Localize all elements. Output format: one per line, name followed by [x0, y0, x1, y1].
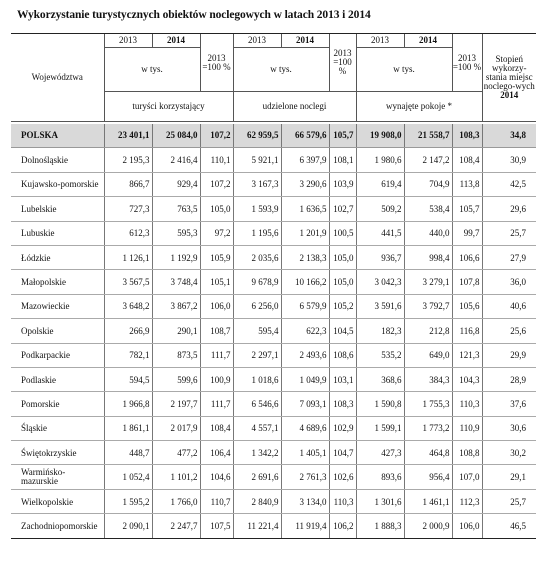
cell-value: 622,3	[281, 319, 329, 343]
cell-value: 936,7	[356, 245, 404, 269]
cell-value: 105,0	[329, 270, 356, 294]
row-name: Małopolskie	[11, 270, 104, 294]
row-name: Zachodniopomorskie	[11, 514, 104, 538]
cell-value: 104,6	[200, 465, 233, 489]
header-year-2014: 2014	[152, 34, 200, 48]
cell-value: 110,3	[452, 392, 482, 416]
cell-value: 3 748,4	[152, 270, 200, 294]
cell-value: 3 134,0	[281, 489, 329, 513]
cell-value: 368,6	[356, 367, 404, 391]
header-stopien-year: 2014	[500, 90, 519, 100]
table-row	[11, 172, 536, 196]
cell-value: 2 761,3	[281, 465, 329, 489]
data-table	[11, 33, 536, 539]
header-stopien	[482, 34, 536, 122]
cell-value: 929,4	[152, 172, 200, 196]
row-name: Pomorskie	[11, 392, 104, 416]
cell-value: 107,2	[200, 124, 233, 148]
cell-value: 1 593,9	[233, 197, 281, 221]
cell-value: 619,4	[356, 172, 404, 196]
cell-value: 6 256,0	[233, 294, 281, 318]
cell-value: 3 279,1	[404, 270, 452, 294]
row-name: Lubelskie	[11, 197, 104, 221]
cell-value: 509,2	[356, 197, 404, 221]
cell-value: 2 017,9	[152, 416, 200, 440]
cell-value: 1 595,2	[104, 489, 152, 513]
table-body	[11, 122, 536, 539]
cell-value: 4 557,1	[233, 416, 281, 440]
cell-value: 2 840,9	[233, 489, 281, 513]
cell-value: 763,5	[152, 197, 200, 221]
cell-value: 1 405,1	[281, 441, 329, 465]
cell-value: 105,7	[452, 197, 482, 221]
cell-value: 102,6	[329, 465, 356, 489]
cell-value: 893,6	[356, 465, 404, 489]
cell-value: 104,3	[452, 367, 482, 391]
cell-value: 2 691,6	[233, 465, 281, 489]
cell-value: 106,2	[329, 514, 356, 538]
cell-value: 998,4	[404, 245, 452, 269]
cell-value: 108,1	[329, 148, 356, 172]
cell-value: 1 101,2	[152, 465, 200, 489]
header-unit: w tys.	[104, 48, 200, 92]
cell-value: 1 766,0	[152, 489, 200, 513]
cell-value: 182,3	[356, 319, 404, 343]
cell-value: 1 980,6	[356, 148, 404, 172]
cell-value: 599,6	[152, 367, 200, 391]
cell-value: 25,7	[482, 221, 536, 245]
cell-value: 102,7	[329, 197, 356, 221]
cell-value: 2 090,1	[104, 514, 152, 538]
cell-value: 37,6	[482, 392, 536, 416]
cell-value: 107,5	[200, 514, 233, 538]
cell-value: 105,7	[329, 124, 356, 148]
header-unit: w tys.	[233, 48, 329, 92]
cell-value: 704,9	[404, 172, 452, 196]
cell-value: 595,3	[152, 221, 200, 245]
row-name: Podlaskie	[11, 367, 104, 391]
cell-value: 105,0	[200, 197, 233, 221]
cell-value: 105,1	[200, 270, 233, 294]
cell-value: 1 773,2	[404, 416, 452, 440]
cell-value: 108,6	[329, 343, 356, 367]
header-index: 2013 =100 %	[200, 34, 233, 92]
cell-value: 3 567,5	[104, 270, 152, 294]
header-group-noclegi: udzielone noclegi	[233, 92, 356, 122]
cell-value: 30,6	[482, 416, 536, 440]
table-row	[11, 221, 536, 245]
cell-value: 29,9	[482, 343, 536, 367]
cell-value: 212,8	[404, 319, 452, 343]
table-row	[11, 367, 536, 391]
cell-value: 2 197,7	[152, 392, 200, 416]
cell-value: 106,0	[452, 514, 482, 538]
cell-value: 595,4	[233, 319, 281, 343]
cell-value: 11 221,4	[233, 514, 281, 538]
row-name: Podkarpackie	[11, 343, 104, 367]
cell-value: 2 035,6	[233, 245, 281, 269]
cell-value: 3 591,6	[356, 294, 404, 318]
cell-value: 6 579,9	[281, 294, 329, 318]
cell-value: 21 558,7	[404, 124, 452, 148]
table-row	[11, 245, 536, 269]
cell-value: 612,3	[104, 221, 152, 245]
cell-value: 1 966,8	[104, 392, 152, 416]
header-stopien-label: Stopień wykorzy-stania miejsc noclego-wych	[483, 54, 535, 91]
cell-value: 2 493,6	[281, 343, 329, 367]
cell-value: 1 888,3	[356, 514, 404, 538]
cell-value: 103,1	[329, 367, 356, 391]
cell-value: 1 049,9	[281, 367, 329, 391]
table-title: Wykorzystanie turystycznych obiektów noclegowych w latach 2013 i 2014	[17, 9, 371, 21]
table-header	[11, 34, 536, 122]
cell-value: 111,7	[200, 392, 233, 416]
table-row	[11, 514, 536, 538]
cell-value: 30,9	[482, 148, 536, 172]
cell-value: 538,4	[404, 197, 452, 221]
cell-value: 1 195,6	[233, 221, 281, 245]
header-year-2013: 2013	[233, 34, 281, 48]
cell-value: 110,1	[200, 148, 233, 172]
row-name: Kujawsko-pomorskie	[11, 172, 104, 196]
cell-value: 1 755,3	[404, 392, 452, 416]
cell-value: 1 192,9	[152, 245, 200, 269]
cell-value: 107,2	[200, 172, 233, 196]
cell-value: 111,7	[200, 343, 233, 367]
cell-value: 108,3	[329, 392, 356, 416]
cell-value: 290,1	[152, 319, 200, 343]
cell-value: 782,1	[104, 343, 152, 367]
cell-value: 4 689,6	[281, 416, 329, 440]
cell-value: 116,8	[452, 319, 482, 343]
cell-value: 2 147,2	[404, 148, 452, 172]
cell-value: 1 201,9	[281, 221, 329, 245]
cell-value: 873,5	[152, 343, 200, 367]
cell-value: 464,8	[404, 441, 452, 465]
row-name: Mazowieckie	[11, 294, 104, 318]
table-row	[11, 343, 536, 367]
cell-value: 100,9	[200, 367, 233, 391]
header-wojewodztwa: Województwa	[11, 34, 104, 122]
cell-value: 3 792,7	[404, 294, 452, 318]
cell-value: 36,0	[482, 270, 536, 294]
cell-value: 1 461,1	[404, 489, 452, 513]
cell-value: 2 247,7	[152, 514, 200, 538]
header-unit: w tys.	[356, 48, 452, 92]
cell-value: 110,9	[452, 416, 482, 440]
cell-value: 97,2	[200, 221, 233, 245]
cell-value: 1 599,1	[356, 416, 404, 440]
cell-value: 727,3	[104, 197, 152, 221]
cell-value: 107,0	[452, 465, 482, 489]
cell-value: 10 166,2	[281, 270, 329, 294]
cell-value: 2 138,3	[281, 245, 329, 269]
cell-value: 25 084,0	[152, 124, 200, 148]
cell-value: 66 579,6	[281, 124, 329, 148]
row-name: Śląskie	[11, 416, 104, 440]
cell-value: 1 861,1	[104, 416, 152, 440]
header-year-2013: 2013	[104, 34, 152, 48]
cell-value: 6 546,6	[233, 392, 281, 416]
row-name: POLSKA	[11, 124, 104, 148]
cell-value: 448,7	[104, 441, 152, 465]
cell-value: 108,7	[200, 319, 233, 343]
cell-value: 25,6	[482, 319, 536, 343]
cell-value: 112,3	[452, 489, 482, 513]
cell-value: 384,3	[404, 367, 452, 391]
cell-value: 105,0	[329, 245, 356, 269]
cell-value: 956,4	[404, 465, 452, 489]
cell-value: 110,7	[200, 489, 233, 513]
cell-value: 108,8	[452, 441, 482, 465]
table-row	[11, 197, 536, 221]
cell-value: 108,4	[200, 416, 233, 440]
cell-value: 105,6	[452, 294, 482, 318]
cell-value: 1 018,6	[233, 367, 281, 391]
cell-value: 1 590,8	[356, 392, 404, 416]
cell-value: 3 042,3	[356, 270, 404, 294]
cell-value: 1 052,4	[104, 465, 152, 489]
cell-value: 2 195,3	[104, 148, 152, 172]
cell-value: 106,0	[200, 294, 233, 318]
table-row	[11, 489, 536, 513]
cell-value: 28,9	[482, 367, 536, 391]
cell-value: 110,3	[329, 489, 356, 513]
table-row	[11, 319, 536, 343]
row-name: Łódzkie	[11, 245, 104, 269]
cell-value: 2 297,1	[233, 343, 281, 367]
cell-value: 866,7	[104, 172, 152, 196]
cell-value: 1 126,1	[104, 245, 152, 269]
cell-value: 30,2	[482, 441, 536, 465]
header-group-pokoje: wynajęte pokoje *	[356, 92, 482, 122]
cell-value: 34,8	[482, 124, 536, 148]
cell-value: 9 678,9	[233, 270, 281, 294]
cell-value: 25,7	[482, 489, 536, 513]
row-name: Dolnośląskie	[11, 148, 104, 172]
cell-value: 121,3	[452, 343, 482, 367]
cell-value: 62 959,5	[233, 124, 281, 148]
cell-value: 107,8	[452, 270, 482, 294]
cell-value: 535,2	[356, 343, 404, 367]
cell-value: 104,7	[329, 441, 356, 465]
cell-value: 594,5	[104, 367, 152, 391]
table-row	[11, 441, 536, 465]
cell-value: 3 867,2	[152, 294, 200, 318]
cell-value: 99,7	[452, 221, 482, 245]
cell-value: 23 401,1	[104, 124, 152, 148]
cell-value: 40,6	[482, 294, 536, 318]
cell-value: 3 290,6	[281, 172, 329, 196]
header-year-2014: 2014	[404, 34, 452, 48]
cell-value: 42,5	[482, 172, 536, 196]
cell-value: 2 416,4	[152, 148, 200, 172]
table-row	[11, 294, 536, 318]
cell-value: 1 301,6	[356, 489, 404, 513]
cell-value: 7 093,1	[281, 392, 329, 416]
cell-value: 108,4	[452, 148, 482, 172]
table-row	[11, 270, 536, 294]
header-year-2014: 2014	[281, 34, 329, 48]
table-row	[11, 416, 536, 440]
cell-value: 427,3	[356, 441, 404, 465]
cell-value: 3 167,3	[233, 172, 281, 196]
cell-value: 649,0	[404, 343, 452, 367]
row-name: Wielkopolskie	[11, 489, 104, 513]
row-name: Lubuskie	[11, 221, 104, 245]
table-row	[11, 392, 536, 416]
header-index: 2013 =100 %	[452, 34, 482, 92]
row-name: Warmińsko-mazurskie	[11, 465, 104, 489]
cell-value: 440,0	[404, 221, 452, 245]
cell-value: 103,9	[329, 172, 356, 196]
row-name: Świętokrzyskie	[11, 441, 104, 465]
cell-value: 113,8	[452, 172, 482, 196]
cell-value: 27,9	[482, 245, 536, 269]
row-name: Opolskie	[11, 319, 104, 343]
cell-value: 106,6	[452, 245, 482, 269]
cell-value: 19 908,0	[356, 124, 404, 148]
cell-value: 29,1	[482, 465, 536, 489]
cell-value: 1 636,5	[281, 197, 329, 221]
cell-value: 5 921,1	[233, 148, 281, 172]
cell-value: 108,3	[452, 124, 482, 148]
table-row-total	[11, 124, 536, 148]
header-group-turysci: turyści korzystający	[104, 92, 233, 122]
cell-value: 11 919,4	[281, 514, 329, 538]
cell-value: 104,5	[329, 319, 356, 343]
cell-value: 46,5	[482, 514, 536, 538]
cell-value: 29,6	[482, 197, 536, 221]
cell-value: 102,9	[329, 416, 356, 440]
cell-value: 266,9	[104, 319, 152, 343]
table-row	[11, 148, 536, 172]
cell-value: 2 000,9	[404, 514, 452, 538]
cell-value: 105,2	[329, 294, 356, 318]
cell-value: 100,5	[329, 221, 356, 245]
cell-value: 6 397,9	[281, 148, 329, 172]
header-year-2013: 2013	[356, 34, 404, 48]
cell-value: 1 342,2	[233, 441, 281, 465]
table-row	[11, 465, 536, 489]
cell-value: 105,9	[200, 245, 233, 269]
header-index: 2013 =100 %	[329, 34, 356, 92]
cell-value: 441,5	[356, 221, 404, 245]
cell-value: 477,2	[152, 441, 200, 465]
cell-value: 106,4	[200, 441, 233, 465]
cell-value: 3 648,2	[104, 294, 152, 318]
